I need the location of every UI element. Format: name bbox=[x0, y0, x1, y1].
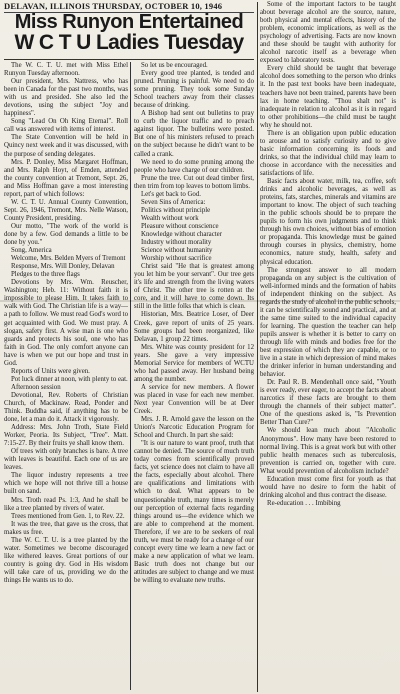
headline-rule bbox=[4, 59, 254, 60]
headline bbox=[4, 12, 254, 54]
paragraph: Seven Sins of America: bbox=[141, 198, 206, 206]
paragraph: Reports of Units were given. bbox=[11, 367, 90, 375]
column-rule-2 bbox=[257, 2, 258, 692]
paragraph: Address: Mrs. John Troth, State Field Worker, Peoria. Its Subject, "Tree". Matt. 7:15-27. By their fruits ye shall know them. bbox=[4, 424, 128, 448]
paragraph: Devotional, Rev. Roberts of Christian Church, of Mackinaw. Read, Ponder and Think. Buddha said, if anything has to be done, let a man do it. Attack it vigorously. bbox=[4, 391, 128, 424]
paragraph: The State Convention will be held in Quincy next week and it was discussed, with the purpose of sending delegates. bbox=[4, 134, 128, 158]
paragraph: Trees mentioned from Gen. 1, to Rev. 22. bbox=[11, 512, 125, 520]
paragraph: Song, America bbox=[11, 247, 52, 255]
paragraph: Mrs. Troth read Ps. 1:3, And he shall be like a tree planted by rivers of water. bbox=[4, 496, 128, 512]
list-item: Knowledge without character bbox=[141, 230, 222, 238]
paragraph: Our motto, "The work of the world is done by a few. God demands a little to be done by you." bbox=[4, 222, 128, 247]
paragraph: A service for new members. A flower was placed in vase for each new member. Next year Convention will be at Deer Creek. bbox=[134, 383, 254, 416]
paper-fold-line bbox=[0, 300, 400, 302]
paragraph: We should lean much about "Alcoholic Anonymous". How many have been restored to normal living. This is a great work but with other public health menaces such as tuberculosis, prevention is carried on, together with cure. What would prevention of alcoholism include? bbox=[260, 427, 396, 475]
paragraph: Of trees with only branches is bare. A tree with leaves is beautiful. Each one of us are leaves. bbox=[4, 448, 128, 472]
paragraph: Some of the important factors to be taught about beverage alcohol are the source, nature, both physical and mental effects, history of the problem, economic implications, as well as the psychology of advertising. Facts are now known and these should be taught with authority for alcohol narcotic itself as a beverage when exposed to laboratory tests. bbox=[260, 1, 396, 65]
dateline: DELAVAN, ILLINOIS THURSDAY, OCTOBER 10, 1946 bbox=[4, 1, 254, 13]
paragraph: The strongest answer to all modern propaganda on any subject is the cultivation of well-informed minds and the formation of habits of independent thinking on the subject. As regards the study of alcohol in the public schools, it can be scientifically sound and practical, and at the same time suited to the individual capacity for learning. The question the teacher can help pupils answer is whether it is better to carry on through life with minds and bodies free for the best expression of which they are capable, or to live in a state in which depression of mind makes the drinker inferior in human understanding and behavior. bbox=[260, 266, 396, 379]
paragraph: Devotions by Mrs. Wm. Reuscher, Washington; Heb. 11: Without faith it is impossible to please Him. It takes faith to walk with God. The Christian life is a way—a path to follow. We must read God's word to get acquainted with God. We must pray. A slogan, safety first. A wise man is one who guards and protects his soul, one who has faith in God. The only comfort anyone can have is when we put our hope and trust in God. bbox=[4, 279, 128, 367]
paragraph: The liquor industry represents a tree which we hope will not thrive till a house built on sand. bbox=[4, 472, 128, 496]
paragraph: Every good tree planted, is tended and pruned. Pruning is painful. We need to do some pruning. They took some Sunday School teachers away from their classes because of drinking. bbox=[134, 70, 254, 110]
paragraph: Song "Lead On Oh King Eternal". Roll call was answered with items of interest. bbox=[4, 118, 128, 134]
paragraph: Afternoon session bbox=[11, 383, 61, 391]
paragraph: We need to do some pruning among the people who have charge of our children. bbox=[134, 158, 254, 174]
paragraph: Our president, Mrs. Nattress, who has been in Canada for the past two months, was with us and presided. She also led the devotions, using the subject "Joy and happiness". bbox=[4, 78, 128, 118]
paragraph: Christ said "He that is greatest among you let him be your servant". Our tree gets it's life and strength from the living waters of Christ. The other tree is rotten at the core, and it will have to come down. Its still in the little folks that which is clean. bbox=[134, 263, 254, 311]
paragraph: Mrs. White was county president for 12 years. She gave a very impressive Memorial Service for members of WCTU who had passed away. Her husband being among the number. bbox=[134, 343, 254, 383]
paragraph: Historian, Mrs. Beatrice Loser, of Deer Creek, gave report of units of 25 years. Some groups had been reorganized, like Delavan, 1 group 22 times. bbox=[134, 311, 254, 343]
paragraph: "It is our nature to want proof, truth that cannot be denied. The source of much truth today comes from scientifically proved facts, yet science does not claim to have all the facts, especially about alcohol. There are qualifications and limitations with which to deal. What appears to be unquestionable truth, many times is merely our perception of external facts regarding things around us—the evidence which we are able to comprehend at the moment. Therefore, if we are to be seekers of real truth, we must be ready for a change of our concept every time we learn a new fact or make a new application of what we learn. Basic truth does not change but our attitudes are subject to change and we must be willing to evaluate new truths. bbox=[134, 440, 254, 584]
paragraph: There is an obligation upon public education to arouse and to satisfy curiosity and to give basic information concerning its foods and drinks, so that the individual child may learn to choose in accordance with the necessities and satisfactions of life. bbox=[260, 129, 396, 177]
paragraph: So let us be encouraged. bbox=[141, 62, 208, 69]
paragraph: Re-education . . . Imbibing bbox=[267, 499, 341, 507]
paragraph: Dr. Paul R. B. Mendenhall once said, "Youth is ever ready, ever eager, to accept the facts about narcotics if these facts are brought to them through the channels of their subject matter". One of the questions asked is, "Is Prevention Better Than Cure?" bbox=[260, 379, 396, 427]
list-item: Industry without morality bbox=[141, 239, 212, 247]
headline-line-1: Miss Runyon Entertained bbox=[14, 11, 244, 33]
article-column-1 bbox=[4, 62, 128, 692]
paragraph: The W. C. T. U. met with Miss Ethel Runyon Tuesday afternoon. bbox=[4, 62, 128, 78]
paragraph: Response, Mrs. Will Donley, Delavan bbox=[11, 263, 115, 271]
column-rule-1 bbox=[130, 62, 131, 690]
paragraph: Let's get back to God. bbox=[141, 190, 201, 198]
list-item: Science without humanity bbox=[141, 247, 213, 255]
paragraph: Every child should be taught that beverage alcohol does something to the person who drinks it. In the past text books have been inadequate, teachers have not been trained, parents have been lax in home teaching. "Thou shalt not" is inadequate in relation to alcohol as it is in regard to other prohibitions—the child must be taught why he should not. bbox=[260, 65, 396, 129]
paragraph: Pledges to the three flags bbox=[11, 271, 80, 279]
headline-line-2: W C T U Ladies Tuesday bbox=[14, 31, 244, 55]
list-item: Pleasure without conscience bbox=[141, 222, 219, 230]
paragraph: Mrs. P. Donley, Miss Margaret Hoffman, and Mrs. Ralph Hoyt, of Emden, attended the county convention at Tremont, Sept. 26, and Miss Hoffman gave a most interesting report, part of which follows: bbox=[4, 158, 128, 198]
paragraph: Pot luck dinner at noon, with plenty to eat. bbox=[11, 375, 128, 383]
paragraph: Prune the tree. Cut out dead timber first, then trim from top leaves to bottom limbs. bbox=[134, 174, 254, 190]
list-item: Wealth without work bbox=[141, 214, 199, 222]
list-item: Worship without sacrifice bbox=[141, 255, 212, 263]
paragraph: Mrs. J. R. Arnold gave the lesson on the Union's Narcotic Education Program for School and Church. In part she said: bbox=[134, 416, 254, 440]
paragraph: Basic facts about water, milk, tea, coffee, soft drinks and alcoholic beverages, as well as proteins, fats, starches, minerals and vitamins are important to know. The object of such teaching in the public schools should be to prepare the pupils to form his own judgments and to think through his own choices, without bias of emotion or propaganda. This knowledge must be gained through courses in physics, chemistry, home economics, nature study, health, safety and physical education. bbox=[260, 178, 396, 266]
paragraph: Welcome, Mrs. Belden Myers of Tremont bbox=[11, 255, 126, 263]
list-item: Politics without principle bbox=[141, 206, 211, 214]
paragraph: W. C. T. U. Annual County Convention, Sept. 26, 1946, Tremont, Mrs. Nelle Watson, County President, presiding. bbox=[4, 198, 128, 222]
paragraph: It was the tree, that gave us the cross, that makes us free. bbox=[4, 520, 128, 536]
article-column-3 bbox=[260, 1, 396, 692]
paragraph: A Bishop had sent out bulletins to pray to curb the liquor traffic and to preach against liquor. The bulletins were posted. But one of his ministers refused to preach on the subject because he didn't want to be called a crank. bbox=[134, 110, 254, 158]
paragraph: The W. C. T. U. is a tree planted by the water. Sometimes we become discouraged like withered leaves. Great portions of our country is going dry. God in His wisdom will take care of us, providing we do the things He wants us to do. bbox=[4, 536, 128, 584]
article-column-2 bbox=[134, 62, 254, 692]
paragraph: Education must come first for youth as that would have no desire to form the habit of drinking alcohol and thus contract the disease. bbox=[260, 475, 396, 499]
